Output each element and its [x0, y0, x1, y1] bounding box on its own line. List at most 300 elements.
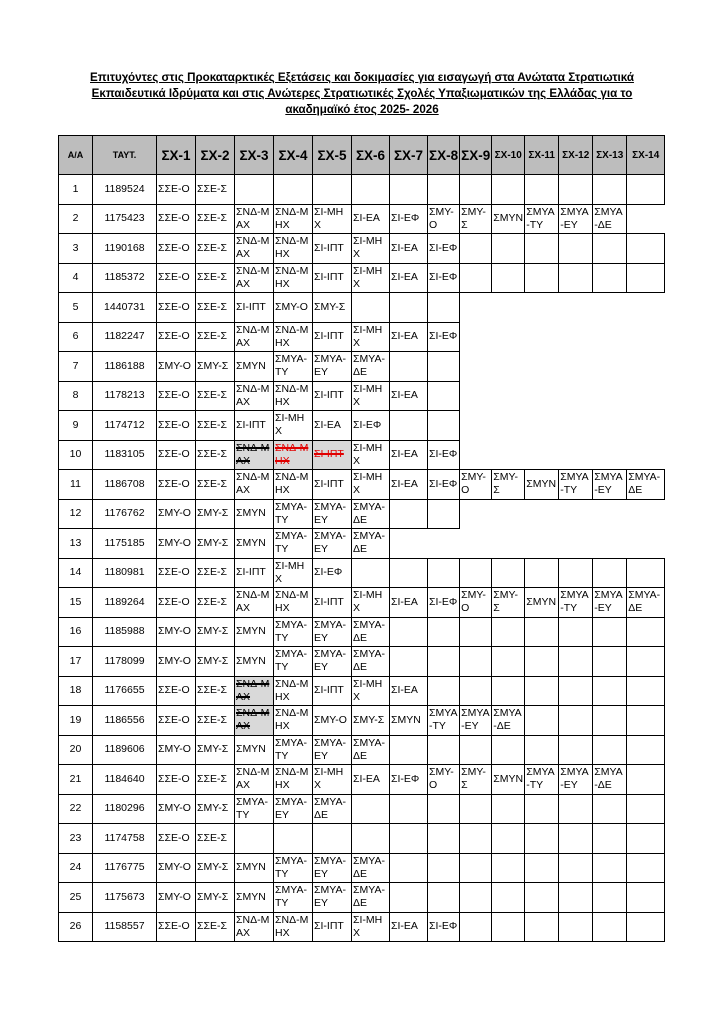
column-header: ΣΧ-6 [352, 136, 390, 175]
school-choice-cell: ΣΣΕ-Σ [196, 263, 235, 293]
table-row [59, 588, 665, 618]
empty-cell [593, 175, 627, 205]
school-choice-cell: ΣΜΥΑ-ΤΥ [274, 883, 313, 913]
candidate-id: 1175423 [93, 204, 157, 234]
table-row [59, 883, 665, 913]
school-choice-cell: ΣΜΥΑ-ΤΥ [274, 529, 313, 559]
empty-cell [593, 853, 627, 883]
school-choice-cell: ΣΣΕ-Σ [196, 765, 235, 795]
empty-cell [593, 499, 627, 529]
school-choice-cell: ΣΙ-ΜΗΧ [352, 588, 390, 618]
empty-cell [525, 234, 559, 264]
empty-cell [390, 529, 428, 559]
school-choice-cell: ΣΜΥΑ-ΕΥ [274, 794, 313, 824]
empty-cell [390, 853, 428, 883]
school-choice-cell [235, 676, 274, 706]
empty-cell [492, 175, 525, 205]
school-choice-cell: ΣΜΥ-Ο [157, 647, 196, 677]
empty-cell [492, 735, 525, 765]
struck-choice-text: ΣΙ-ΙΠΤ [314, 448, 344, 461]
title-line-2: Εκπαιδευτικά Ιδρύματα και στις Ανώτερες Στρατιωτικές Σχολές Υπαξιωματικών της Ελλάδας για το [91, 87, 633, 100]
school-choice-cell: ΣΙ-ΙΠΤ [313, 381, 352, 411]
empty-cell [492, 381, 525, 411]
column-header: ΣΧ-12 [559, 136, 593, 175]
school-choice-cell: ΣΙ-ΕΑ [390, 588, 428, 618]
school-choice-cell: ΣΜΥΑ-ΔΕ [352, 352, 390, 382]
school-choice-cell: ΣΣΕ-Σ [196, 381, 235, 411]
school-choice-cell: ΣΙ-ΕΑ [313, 411, 352, 441]
empty-cell [352, 824, 390, 854]
empty-cell [627, 234, 665, 264]
column-header: ΣΧ-5 [313, 136, 352, 175]
school-choice-cell: ΣΜΥΑ-ΔΕ [352, 735, 390, 765]
empty-cell [428, 883, 460, 913]
empty-cell [428, 293, 460, 323]
candidate-id: 1182247 [93, 322, 157, 352]
empty-cell [627, 883, 665, 913]
empty-cell [627, 824, 665, 854]
school-choice-cell: ΣΣΕ-Σ [196, 824, 235, 854]
row-number: 24 [59, 853, 93, 883]
empty-cell [460, 617, 492, 647]
school-choice-cell [274, 440, 313, 470]
candidate-id: 1175673 [93, 883, 157, 913]
empty-cell [235, 824, 274, 854]
school-choice-cell: ΣΜΥΝ [235, 735, 274, 765]
empty-cell [390, 883, 428, 913]
empty-cell [525, 322, 559, 352]
empty-cell [274, 175, 313, 205]
empty-cell [525, 352, 559, 382]
school-choice-cell: ΣΣΕ-Σ [196, 234, 235, 264]
school-choice-cell: ΣΙ-ΙΠΤ [313, 234, 352, 264]
empty-cell [627, 647, 665, 677]
empty-cell [627, 440, 665, 470]
school-choice-cell: ΣΜΥ-Ο [428, 765, 460, 795]
candidate-id: 1176762 [93, 499, 157, 529]
table-row [59, 175, 665, 205]
empty-cell [390, 735, 428, 765]
empty-cell [525, 824, 559, 854]
school-choice-cell: ΣΜΥ-Σ [313, 293, 352, 323]
table-row [59, 706, 665, 736]
school-choice-cell: ΣΙ-ΙΠΤ [313, 676, 352, 706]
school-choice-cell: ΣΜΥΑ-ΕΥ [313, 529, 352, 559]
school-choice-cell: ΣΣΕ-Σ [196, 912, 235, 942]
column-header: ΣΧ-1 [157, 136, 196, 175]
empty-cell [627, 794, 665, 824]
table-row [59, 765, 665, 795]
empty-cell [390, 175, 428, 205]
school-choice-cell: ΣΜΥΑ-ΕΥ [313, 883, 352, 913]
row-number: 18 [59, 676, 93, 706]
school-choice-cell: ΣΙ-ΙΠΤ [313, 470, 352, 500]
school-choice-cell: ΣΙ-ΕΦ [428, 912, 460, 942]
school-choice-cell: ΣΜΥΝ [235, 853, 274, 883]
school-choice-cell: ΣΜΥ-Ο [157, 499, 196, 529]
school-choice-cell: ΣΣΕ-Ο [157, 912, 196, 942]
empty-cell [525, 794, 559, 824]
struck-choice-text: ΣΝΔ-ΜΗΧ [275, 441, 309, 467]
school-choice-cell: ΣΜΥΑ-ΤΥ [525, 765, 559, 795]
row-number: 19 [59, 706, 93, 736]
school-choice-cell: ΣΜΥΝ [492, 204, 525, 234]
table-row [59, 824, 665, 854]
empty-cell [559, 558, 593, 588]
empty-cell [593, 263, 627, 293]
school-choice-cell: ΣΙ-ΕΑ [390, 381, 428, 411]
school-choice-cell: ΣΣΕ-Σ [196, 558, 235, 588]
school-choice-cell: ΣΙ-ΙΠΤ [313, 912, 352, 942]
empty-cell [525, 293, 559, 323]
table-row [59, 263, 665, 293]
empty-cell [428, 824, 460, 854]
empty-cell [627, 175, 665, 205]
empty-cell [593, 381, 627, 411]
school-choice-cell: ΣΝΔ-ΜΑΧ [235, 912, 274, 942]
candidate-id: 1176655 [93, 676, 157, 706]
school-choice-cell: ΣΜΥΑ-ΕΥ [559, 204, 593, 234]
candidate-id: 1185372 [93, 263, 157, 293]
school-choice-cell: ΣΜΥ-Σ [196, 617, 235, 647]
school-choice-cell: ΣΜΥ-Ο [274, 293, 313, 323]
empty-cell [593, 293, 627, 323]
school-choice-cell: ΣΣΕ-Ο [157, 470, 196, 500]
school-choice-cell: ΣΜΥ-Σ [196, 735, 235, 765]
school-choice-cell: ΣΙ-ΙΠΤ [313, 588, 352, 618]
school-choice-cell: ΣΜΥ-Σ [196, 853, 235, 883]
school-choice-cell: ΣΣΕ-Ο [157, 175, 196, 205]
school-choice-cell: ΣΜΥ-Σ [196, 529, 235, 559]
empty-cell [460, 352, 492, 382]
candidate-id: 1176775 [93, 853, 157, 883]
empty-cell [460, 293, 492, 323]
school-choice-cell: ΣΙ-ΜΗΧ [352, 440, 390, 470]
school-choice-cell: ΣΙ-ΙΠΤ [235, 411, 274, 441]
candidate-id: 1183105 [93, 440, 157, 470]
table-row [59, 912, 665, 942]
candidate-id: 1158557 [93, 912, 157, 942]
empty-cell [559, 352, 593, 382]
school-choice-cell: ΣΝΔ-ΜΑΧ [235, 204, 274, 234]
school-choice-cell: ΣΙ-ΕΑ [390, 470, 428, 500]
school-choice-cell: ΣΜΥΑ-ΕΥ [313, 647, 352, 677]
empty-cell [559, 853, 593, 883]
school-choice-cell: ΣΜΥΝ [235, 499, 274, 529]
school-choice-cell: ΣΜΥΑ-ΤΥ [274, 617, 313, 647]
row-number: 23 [59, 824, 93, 854]
school-choice-cell: ΣΜΥ-Ο [157, 853, 196, 883]
table-row [59, 411, 665, 441]
school-choice-cell: ΣΝΔ-ΜΑΧ [235, 381, 274, 411]
school-choice-cell: ΣΜΥ-Σ [460, 204, 492, 234]
empty-cell [525, 411, 559, 441]
empty-cell [235, 175, 274, 205]
school-choice-cell: ΣΣΕ-Ο [157, 676, 196, 706]
school-choice-cell: ΣΜΥ-Ο [428, 204, 460, 234]
empty-cell [428, 175, 460, 205]
empty-cell [593, 735, 627, 765]
school-choice-cell [235, 706, 274, 736]
empty-cell [593, 411, 627, 441]
candidate-id: 1190168 [93, 234, 157, 264]
school-choice-cell: ΣΣΕ-Ο [157, 381, 196, 411]
school-choice-cell: ΣΜΥΑ-ΤΥ [274, 352, 313, 382]
empty-cell [313, 175, 352, 205]
school-choice-cell: ΣΣΕ-Σ [196, 676, 235, 706]
candidate-id: 1178213 [93, 381, 157, 411]
empty-cell [525, 647, 559, 677]
empty-cell [559, 735, 593, 765]
empty-cell [428, 735, 460, 765]
row-number: 25 [59, 883, 93, 913]
school-choice-cell: ΣΙ-ΕΦ [428, 470, 460, 500]
empty-cell [390, 794, 428, 824]
empty-cell [428, 558, 460, 588]
row-number: 20 [59, 735, 93, 765]
school-choice-cell: ΣΙ-ΕΦ [313, 558, 352, 588]
school-choice-cell: ΣΜΥΑ-ΤΥ [235, 794, 274, 824]
row-number: 16 [59, 617, 93, 647]
empty-cell [525, 706, 559, 736]
column-header: ΣΧ-3 [235, 136, 274, 175]
candidate-id: 1175185 [93, 529, 157, 559]
empty-cell [460, 558, 492, 588]
empty-cell [593, 529, 627, 559]
school-choice-cell: ΣΜΥ-Ο [157, 794, 196, 824]
row-number: 10 [59, 440, 93, 470]
empty-cell [390, 824, 428, 854]
school-choice-cell: ΣΙ-ΜΗΧ [352, 912, 390, 942]
empty-cell [559, 647, 593, 677]
table-row [59, 381, 665, 411]
row-number: 7 [59, 352, 93, 382]
empty-cell [525, 440, 559, 470]
school-choice-cell: ΣΜΥΑ-ΕΥ [460, 706, 492, 736]
empty-cell [352, 293, 390, 323]
empty-cell [390, 647, 428, 677]
school-choice-cell: ΣΜΥΑ-ΤΥ [525, 204, 559, 234]
empty-cell [492, 440, 525, 470]
empty-cell [627, 676, 665, 706]
school-choice-cell: ΣΜΥΑ-ΔΕ [352, 647, 390, 677]
school-choice-cell: ΣΣΕ-Ο [157, 293, 196, 323]
empty-cell [428, 529, 460, 559]
school-choice-cell: ΣΝΔ-ΜΗΧ [274, 588, 313, 618]
empty-cell [460, 175, 492, 205]
empty-cell [559, 676, 593, 706]
school-choice-cell: ΣΙ-ΕΦ [352, 411, 390, 441]
school-choice-cell: ΣΝΔ-ΜΗΧ [274, 234, 313, 264]
empty-cell [559, 706, 593, 736]
empty-cell [593, 647, 627, 677]
school-choice-cell: ΣΜΥ-Σ [196, 499, 235, 529]
school-choice-cell: ΣΣΕ-Σ [196, 706, 235, 736]
school-choice-cell: ΣΜΥ-Σ [352, 706, 390, 736]
empty-cell [559, 263, 593, 293]
column-header: ΣΧ-7 [390, 136, 428, 175]
school-choice-cell: ΣΙ-ΙΠΤ [235, 558, 274, 588]
school-choice-cell: ΣΙ-ΙΠΤ [235, 293, 274, 323]
school-choice-cell: ΣΝΔ-ΜΗΧ [274, 912, 313, 942]
school-choice-cell: ΣΣΕ-Ο [157, 440, 196, 470]
school-choice-cell: ΣΙ-ΕΑ [390, 676, 428, 706]
candidate-id: 1186708 [93, 470, 157, 500]
empty-cell [559, 529, 593, 559]
empty-cell [627, 204, 665, 234]
school-choice-cell: ΣΣΕ-Ο [157, 765, 196, 795]
header-row [59, 136, 665, 175]
school-choice-cell: ΣΝΔ-ΜΗΧ [274, 765, 313, 795]
empty-cell [559, 617, 593, 647]
school-choice-cell: ΣΜΥ-Ο [460, 588, 492, 618]
school-choice-cell: ΣΜΥΑ-ΕΥ [313, 499, 352, 529]
school-choice-cell: ΣΙ-ΕΦ [390, 204, 428, 234]
empty-cell [559, 175, 593, 205]
empty-cell [390, 352, 428, 382]
table-row [59, 794, 665, 824]
table-row [59, 440, 665, 470]
school-choice-cell: ΣΜΥ-Σ [196, 794, 235, 824]
table-row [59, 204, 665, 234]
empty-cell [525, 883, 559, 913]
row-number: 9 [59, 411, 93, 441]
row-number: 1 [59, 175, 93, 205]
empty-cell [627, 352, 665, 382]
empty-cell [593, 794, 627, 824]
empty-cell [627, 293, 665, 323]
school-choice-cell: ΣΙ-ΕΑ [390, 322, 428, 352]
empty-cell [352, 558, 390, 588]
school-choice-cell: ΣΜΥΝ [525, 470, 559, 500]
empty-cell [390, 411, 428, 441]
empty-cell [593, 352, 627, 382]
empty-cell [460, 824, 492, 854]
school-choice-cell: ΣΣΕ-Ο [157, 588, 196, 618]
school-choice-cell: ΣΣΕ-Σ [196, 411, 235, 441]
title-line-1: Επιτυχόντες στις Προκαταρκτικές Εξετάσεις και δοκιμασίες για εισαγωγή στα Ανώτατα Στρατιωτικά [90, 71, 634, 84]
school-choice-cell: ΣΙ-ΜΗΧ [352, 676, 390, 706]
table-row [59, 322, 665, 352]
empty-cell [525, 735, 559, 765]
school-choice-cell: ΣΝΔ-ΜΗΧ [274, 470, 313, 500]
empty-cell [559, 411, 593, 441]
school-choice-cell: ΣΜΥΑ-ΤΥ [559, 470, 593, 500]
empty-cell [460, 794, 492, 824]
school-choice-cell: ΣΜΥΑ-ΤΥ [559, 588, 593, 618]
empty-cell [492, 558, 525, 588]
school-choice-cell: ΣΜΥ-Ο [157, 529, 196, 559]
candidate-id: 1189264 [93, 588, 157, 618]
school-choice-cell: ΣΣΕ-Ο [157, 411, 196, 441]
school-choice-cell: ΣΙ-ΕΑ [352, 204, 390, 234]
empty-cell [593, 912, 627, 942]
table-row [59, 234, 665, 264]
candidate-id: 1186188 [93, 352, 157, 382]
school-choice-cell: ΣΙ-ΕΑ [390, 440, 428, 470]
struck-choice-text: ΣΝΔ-ΜΑΧ [236, 677, 270, 703]
column-header: ΤΑΥΤ. [93, 136, 157, 175]
empty-cell [525, 853, 559, 883]
empty-cell [559, 381, 593, 411]
school-choice-cell: ΣΣΕ-Σ [196, 293, 235, 323]
empty-cell [593, 558, 627, 588]
table-row [59, 293, 665, 323]
school-choice-cell: ΣΜΥΑ-ΕΥ [313, 853, 352, 883]
school-choice-cell: ΣΙ-ΕΦ [390, 765, 428, 795]
school-choice-cell: ΣΝΔ-ΜΗΧ [274, 676, 313, 706]
school-choice-cell: ΣΜΥ-Ο [460, 470, 492, 500]
empty-cell [627, 529, 665, 559]
row-number: 12 [59, 499, 93, 529]
school-choice-cell: ΣΜΥΝ [492, 765, 525, 795]
candidate-id: 1185988 [93, 617, 157, 647]
row-number: 17 [59, 647, 93, 677]
school-choice-cell: ΣΣΕ-Ο [157, 706, 196, 736]
school-choice-cell: ΣΣΕ-Ο [157, 558, 196, 588]
empty-cell [352, 794, 390, 824]
empty-cell [390, 558, 428, 588]
school-choice-cell: ΣΙ-ΜΗΧ [313, 204, 352, 234]
candidate-id: 1184640 [93, 765, 157, 795]
school-choice-cell: ΣΙ-ΕΑ [352, 765, 390, 795]
title-line-3: ακαδημαϊκό έτος 2025- 2026 [285, 103, 439, 116]
school-choice-cell: ΣΜΥ-Σ [492, 588, 525, 618]
column-header: ΣΧ-13 [593, 136, 627, 175]
school-choice-cell [313, 440, 352, 470]
empty-cell [390, 293, 428, 323]
school-choice-cell: ΣΝΔ-ΜΑΧ [235, 470, 274, 500]
row-number: 22 [59, 794, 93, 824]
empty-cell [525, 676, 559, 706]
empty-cell [627, 263, 665, 293]
school-choice-cell: ΣΜΥΑ-ΤΥ [274, 853, 313, 883]
school-choice-cell: ΣΜΥ-Σ [196, 647, 235, 677]
school-choice-cell: ΣΜΥΑ-ΔΕ [593, 765, 627, 795]
school-choice-cell: ΣΙ-ΕΦ [428, 588, 460, 618]
school-choice-cell: ΣΜΥΑ-ΕΥ [559, 765, 593, 795]
row-number: 14 [59, 558, 93, 588]
empty-cell [492, 499, 525, 529]
row-number: 2 [59, 204, 93, 234]
empty-cell [627, 735, 665, 765]
empty-cell [525, 175, 559, 205]
table-row [59, 853, 665, 883]
empty-cell [460, 499, 492, 529]
empty-cell [492, 617, 525, 647]
school-choice-cell: ΣΜΥΑ-ΔΕ [492, 706, 525, 736]
school-choice-cell: ΣΣΕ-Ο [157, 263, 196, 293]
column-header: Α/Α [59, 136, 93, 175]
school-choice-cell: ΣΣΕ-Σ [196, 440, 235, 470]
empty-cell [390, 617, 428, 647]
school-choice-cell: ΣΙ-ΙΠΤ [313, 322, 352, 352]
empty-cell [428, 617, 460, 647]
school-choice-cell: ΣΝΔ-ΜΑΧ [235, 234, 274, 264]
school-choice-cell: ΣΙ-ΕΦ [428, 234, 460, 264]
row-number: 5 [59, 293, 93, 323]
school-choice-cell: ΣΣΕ-Σ [196, 588, 235, 618]
row-number: 4 [59, 263, 93, 293]
school-choice-cell: ΣΜΥΑ-ΕΥ [313, 735, 352, 765]
empty-cell [593, 676, 627, 706]
school-choice-cell: ΣΝΔ-ΜΗΧ [274, 263, 313, 293]
empty-cell [460, 912, 492, 942]
empty-cell [492, 794, 525, 824]
school-choice-cell: ΣΜΥΑ-ΔΕ [593, 204, 627, 234]
candidate-id: 1180981 [93, 558, 157, 588]
empty-cell [492, 293, 525, 323]
